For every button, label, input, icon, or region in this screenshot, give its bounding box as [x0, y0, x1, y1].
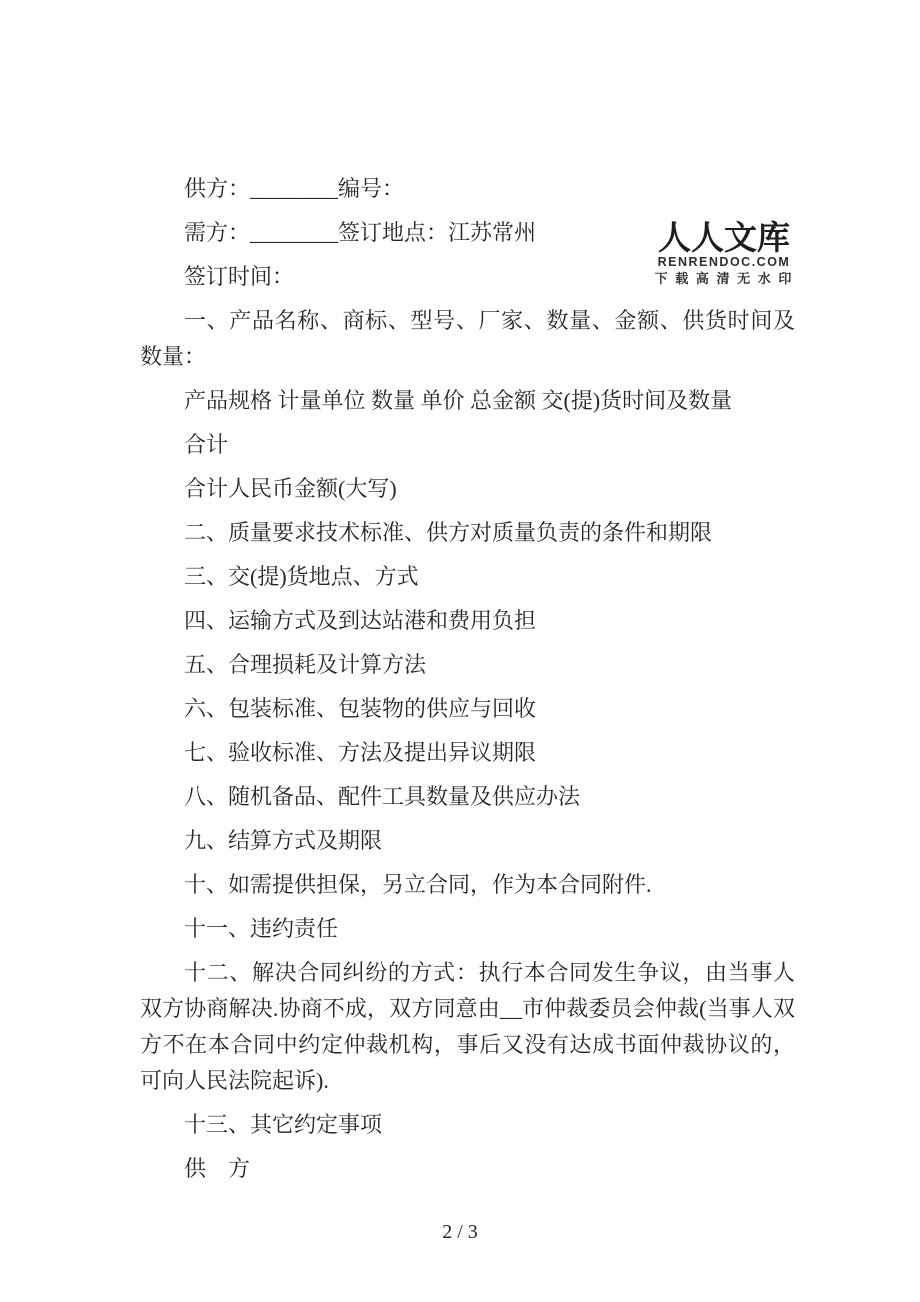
clause-1: 一、产品名称、商标、型号、厂家、数量、金额、供货时间及数量：	[140, 308, 795, 369]
clause-11: 十一、违约责任	[184, 916, 339, 941]
page-number: 2 / 3	[442, 1221, 478, 1243]
supplier-line: 供方：________编号：	[184, 176, 405, 201]
clause-13: 十三、其它约定事项	[184, 1112, 383, 1137]
clause-8: 八、随机备品、配件工具数量及供应办法	[184, 784, 581, 809]
total-line: 合计	[184, 432, 229, 457]
clause-4: 四、运输方式及到达站港和费用负担	[184, 608, 537, 633]
clause-3: 三、交(提)货地点、方式	[184, 564, 419, 589]
clause-9: 九、结算方式及期限	[184, 828, 383, 853]
clause-10: 十、如需提供担保，另立合同，作为本合同附件.	[184, 872, 652, 897]
buyer-line: 需方：________签订地点：江苏常州	[184, 220, 537, 245]
spec-header-line: 产品规格 计量单位 数量 单价 总金额 交(提)货时间及数量	[184, 388, 733, 413]
clause-5: 五、合理损耗及计算方法	[184, 652, 427, 677]
clause-6: 六、包装标准、包装物的供应与回收	[184, 696, 537, 721]
clause-12: 十二、解决合同纠纷的方式：执行本合同发生争议，由当事人双方协商解决.协商不成，双方同意由__市仲裁委员会仲裁(当事人双方不在本合同中约定仲裁机构，事后又没有达成书面仲裁协议的，可向人民法院起诉).	[140, 960, 795, 1093]
watermark-domain-text: RENRENDOC.COM	[657, 255, 791, 269]
watermark-tagline-text: 下 载 高 清 无 水 印	[654, 271, 794, 286]
clause-7: 七、验收标准、方法及提出异议期限	[184, 740, 537, 765]
total-amount-words-line: 合计人民币金额(大写)	[184, 476, 397, 501]
renrendoc-watermark	[642, 221, 806, 286]
supplier-signature-line: 供 方	[184, 1156, 251, 1181]
contract-body	[140, 171, 795, 1195]
sign-time-line: 签订时间：	[184, 264, 295, 289]
clause-2: 二、质量要求技术标准、供方对质量负责的条件和期限	[184, 520, 713, 545]
watermark-logo-text: 人人文库	[658, 219, 790, 256]
